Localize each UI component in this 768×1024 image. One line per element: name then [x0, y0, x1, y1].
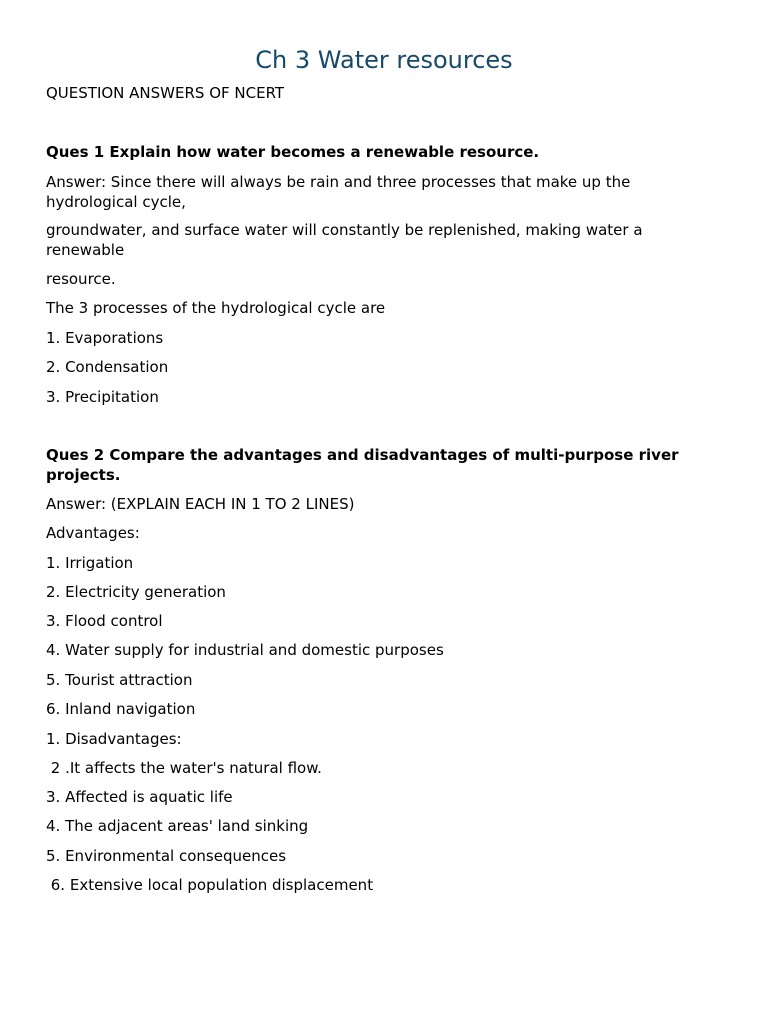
answer-2: Answer: (EXPLAIN EACH IN 1 TO 2 LINES): [46, 495, 355, 513]
list-item: 2. Electricity generation: [46, 583, 226, 601]
list-item: 3. Flood control: [46, 612, 163, 630]
list-item: 2 .It affects the water's natural flow.: [46, 759, 322, 777]
list-item: 5. Environmental consequences: [46, 847, 287, 865]
list-item: 2. Condensation: [46, 358, 169, 376]
list-item: 5. Tourist attraction: [46, 671, 193, 689]
list-item: 6. Extensive local population displacement: [46, 876, 374, 894]
answer-1-paragraph-2: groundwater, and surface water will constantly be replenished, making water a renewable: [46, 221, 643, 259]
answer-1-paragraph-3: resource.: [46, 270, 116, 288]
list-item: 4. Water supply for industrial and domestic purposes: [46, 641, 444, 659]
question-2: Ques 2 Compare the advantages and disadvantages of multi-purpose river projects.: [46, 446, 679, 484]
page-title: Ch 3 Water resources: [255, 46, 513, 74]
question-1: Ques 1 Explain how water becomes a renewable resource.: [46, 143, 540, 161]
subtitle: QUESTION ANSWERS OF NCERT: [46, 84, 285, 102]
list-item: 3. Precipitation: [46, 388, 159, 406]
processes-intro: The 3 processes of the hydrological cycle are: [46, 299, 386, 317]
answer-1-paragraph-1: Answer: Since there will always be rain and three processes that make up the hydrological cycle,: [46, 173, 631, 211]
advantages-heading: Advantages:: [46, 524, 140, 542]
list-item: 4. The adjacent areas' land sinking: [46, 817, 309, 835]
disadvantages-heading: 1. Disadvantages:: [46, 730, 182, 748]
list-item: 3. Affected is aquatic life: [46, 788, 233, 806]
list-item: 1. Evaporations: [46, 329, 164, 347]
list-item: 1. Irrigation: [46, 554, 134, 572]
list-item: 6. Inland navigation: [46, 700, 196, 718]
